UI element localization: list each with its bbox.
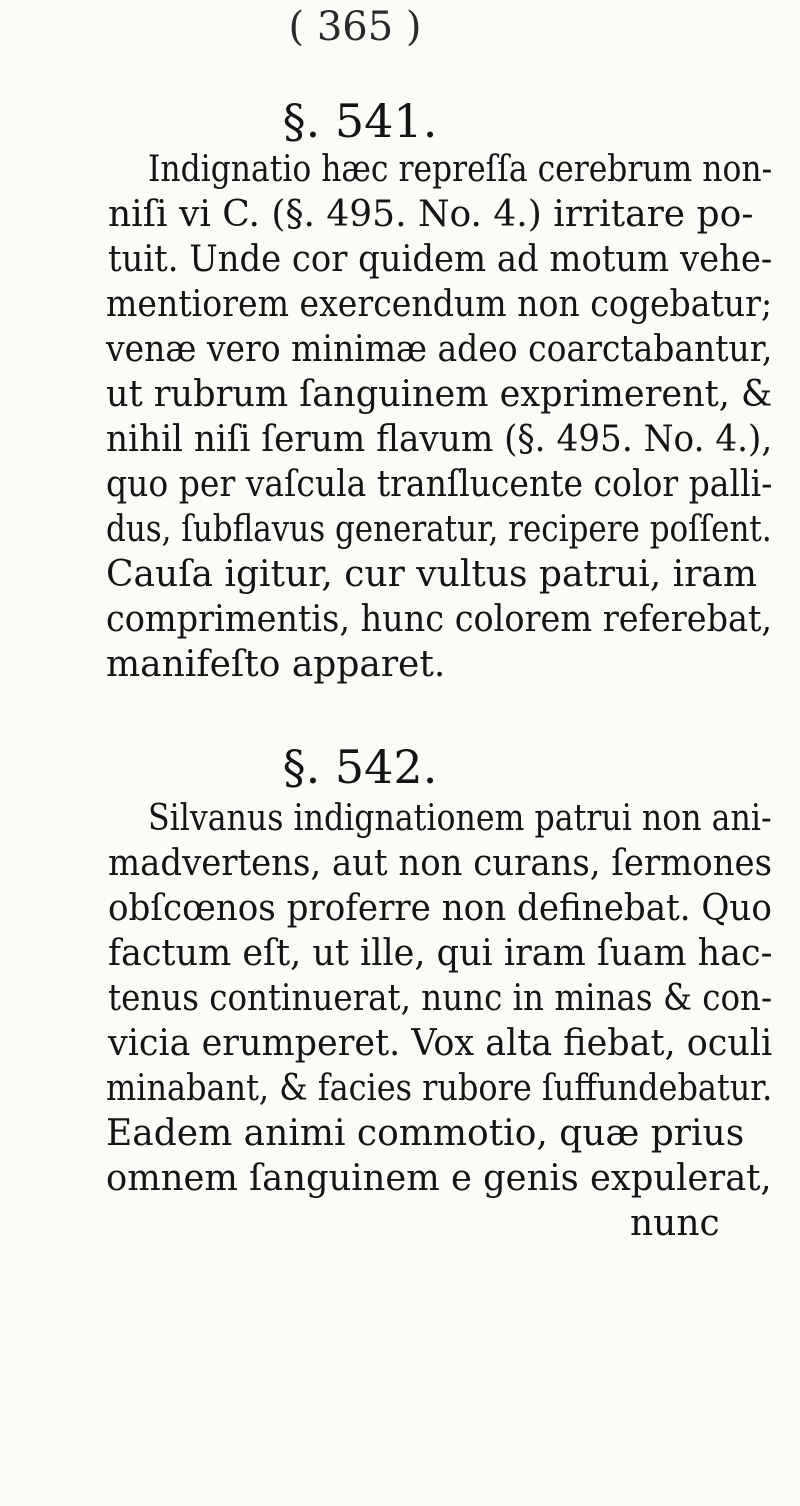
text-line: mentiorem exercendum non cogebatur; bbox=[106, 284, 773, 325]
text-line: minabant, & facies rubore ſuffundebatur. bbox=[106, 1068, 773, 1109]
text-line: madvertens, aut non curans, ſermones bbox=[108, 843, 773, 884]
text-line: manifeſto apparet. bbox=[106, 644, 446, 685]
text-line: ut rubrum ſanguinem exprimerent, & bbox=[106, 374, 773, 415]
text-line: Eadem animi commotio, quæ prius bbox=[106, 1113, 745, 1154]
text-line: comprimentis, hunc colorem referebat, bbox=[106, 599, 773, 640]
text-line: omnem ſanguinem e genis expulerat, bbox=[106, 1158, 772, 1199]
text-line: factum eſt, ut ille, qui iram ſuam hac- bbox=[108, 933, 773, 974]
text-line: quo per vaſcula tranſlucente color palli- bbox=[106, 464, 773, 505]
text-line: tuit. Unde cor quidem ad motum vehe- bbox=[108, 239, 773, 280]
text-line: dus, ſubflavus generatur, recipere poſſent. bbox=[106, 509, 772, 550]
text-line: nihil niſi ſerum flavum (§. 495. No. 4.), bbox=[106, 419, 773, 460]
text-line: niſi vi C. (§. 495. No. 4.) irritare po- bbox=[108, 194, 754, 235]
text-line: Indignatio hæc repreſſa cerebrum non- bbox=[148, 149, 773, 190]
text-line: Cauſa igitur, cur vultus patrui, iram bbox=[106, 554, 757, 595]
text-line: venæ vero minimæ adeo coarctabantur, bbox=[106, 329, 773, 370]
section-heading-542: §. 542. bbox=[282, 740, 438, 794]
text-line: obſcœnos proferre non definebat. Quo bbox=[108, 888, 772, 929]
section-heading-541: §. 541. bbox=[282, 94, 438, 148]
text-line: Silvanus indignationem patrui non ani- bbox=[148, 798, 772, 839]
text-line: vicia erumperet. Vox alta fiebat, oculi bbox=[108, 1023, 773, 1064]
page-number: ( 365 ) bbox=[288, 4, 422, 50]
text-line: tenus continuerat, nunc in minas & con- bbox=[108, 978, 772, 1019]
catchword: nunc bbox=[630, 1203, 720, 1244]
